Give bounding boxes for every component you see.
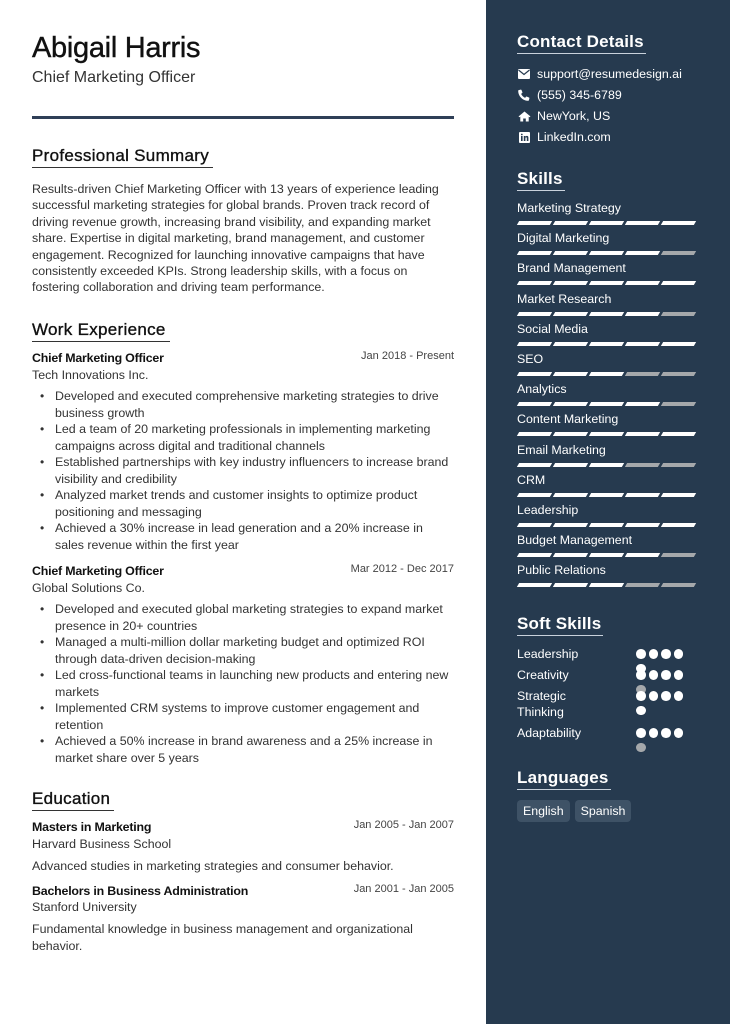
skill-level-segment	[553, 402, 588, 406]
skill-level-segment	[589, 493, 624, 497]
skill-level-segment	[553, 251, 588, 255]
contact-heading: Contact Details	[517, 32, 646, 54]
soft-skill-item	[517, 688, 687, 719]
skill-item	[517, 411, 697, 436]
languages-heading: Languages	[517, 768, 611, 790]
skill-level-segment	[553, 372, 588, 376]
degree-description: Advanced studies in marketing strategies and consumer behavior.	[32, 859, 394, 873]
skill-level-segment	[625, 523, 660, 527]
skill-level-segment	[625, 281, 660, 285]
skill-level-segment	[517, 372, 552, 376]
skill-level-bar	[517, 251, 697, 255]
skill-level-segment	[661, 251, 696, 255]
rating-dot	[636, 691, 646, 701]
skill-level-bar	[517, 281, 697, 285]
soft-skill-dots	[636, 691, 686, 715]
skill-level-segment	[589, 312, 624, 316]
contact-location	[517, 108, 610, 124]
skill-name: Brand Management	[517, 261, 626, 276]
job-company: Tech Innovations Inc.	[32, 368, 149, 382]
skill-level-segment	[625, 312, 660, 316]
rating-dot	[649, 670, 659, 680]
soft-skill-dots	[636, 728, 686, 752]
skill-level-segment	[553, 432, 588, 436]
skill-level-segment	[589, 523, 624, 527]
summary-text: Results-driven Chief Marketing Officer with 13 years of experience leading successful marketing strategies for global brands. Proven track record of driving revenue growth, increasing brand visibility, and expanding market share. Expertise in digital marketing, brand management, and customer engagement. Recognized for launching innovative campaigns that have consistently exceeded KPIs. Strong leadership skills, with a focus on fostering collaboration and driving team performance.	[32, 182, 439, 295]
skill-level-segment	[625, 251, 660, 255]
job-dates: Mar 2012 - Dec 2017	[350, 563, 454, 575]
home-icon	[517, 109, 531, 123]
skill-level-bar	[517, 583, 697, 587]
skill-item	[517, 200, 697, 225]
skill-level-segment	[589, 402, 624, 406]
skill-name: SEO	[517, 352, 544, 366]
rating-dot	[649, 649, 659, 659]
skill-level-segment	[589, 583, 624, 587]
skill-name: Content Marketing	[517, 412, 619, 427]
skill-level-segment	[589, 553, 624, 557]
school-name: Stanford University	[32, 900, 137, 914]
skill-name: Leadership	[517, 503, 579, 517]
skill-level-segment	[589, 463, 624, 467]
school-name: Harvard Business School	[32, 837, 172, 851]
skill-level-segment	[625, 493, 660, 497]
languages-list	[517, 800, 631, 822]
skill-level-segment	[553, 221, 588, 225]
skill-level-segment	[517, 402, 552, 406]
rating-dot	[636, 706, 646, 716]
skill-level-segment	[517, 553, 552, 557]
job-bullet: • Developed and executed comprehensive marketing strategies to drive business growth	[32, 388, 454, 421]
skill-level-segment	[553, 583, 588, 587]
skill-name: CRM	[517, 472, 546, 487]
skill-name: Email Marketing	[517, 442, 606, 457]
candidate-title: Chief Marketing Officer	[32, 69, 196, 86]
skill-level-segment	[517, 221, 552, 225]
soft-skill-item	[517, 725, 687, 741]
skill-level-segment	[661, 281, 696, 285]
rating-dot	[636, 728, 646, 738]
skill-name: Market Research	[517, 291, 612, 306]
phone-icon	[517, 88, 531, 102]
skill-level-segment	[661, 312, 696, 316]
skill-level-segment	[625, 553, 660, 557]
contact-location-text: NewYork, US	[537, 109, 611, 123]
job-dates: Jan 2018 - Present	[361, 350, 454, 362]
job-bullets	[32, 388, 454, 553]
degree-title: Masters in Marketing	[32, 820, 152, 834]
rating-dot	[661, 728, 671, 738]
degree-dates: Jan 2001 - Jan 2005	[353, 883, 454, 895]
rating-dot	[674, 691, 684, 701]
contact-email[interactable]	[517, 66, 682, 82]
skill-item	[517, 351, 697, 376]
contact-linkedin[interactable]	[517, 129, 611, 145]
skill-level-segment	[625, 463, 660, 467]
soft-skill-name: Creativity	[517, 668, 569, 682]
skill-level-bar	[517, 493, 697, 497]
job-bullet: • Managed a multi-million dollar marketing budget and optimized ROI through data-driven decision-making	[32, 634, 454, 667]
skill-level-segment	[517, 523, 552, 527]
soft-skill-name: Adaptability	[517, 726, 582, 740]
skill-level-segment	[553, 493, 588, 497]
summary-heading: Professional Summary	[32, 146, 213, 168]
soft-skill-item	[517, 646, 687, 662]
skill-level-segment	[661, 221, 696, 225]
experience-heading: Work Experience	[32, 320, 170, 342]
skill-level-segment	[589, 432, 624, 436]
rating-dot	[649, 691, 659, 701]
job-bullets	[32, 601, 454, 766]
job-bullet: • Achieved a 50% increase in brand awareness and a 25% increase in market share over 5 years	[32, 733, 454, 766]
skill-level-segment	[661, 493, 696, 497]
sidebar	[486, 0, 730, 1024]
contact-linkedin-text: LinkedIn.com	[537, 130, 611, 144]
skill-level-segment	[517, 281, 552, 285]
education-heading: Education	[32, 789, 114, 811]
skill-level-segment	[661, 523, 696, 527]
skill-level-segment	[553, 463, 588, 467]
skill-name: Budget Management	[517, 533, 633, 548]
envelope-icon	[517, 67, 531, 81]
job-bullet: • Implemented CRM systems to improve customer engagement and retention	[32, 700, 454, 733]
job-bullet: • Led a team of 20 marketing professionals in implementing marketing campaigns across digital and traditional channels	[32, 421, 454, 454]
contact-phone-text: (555) 345-6789	[537, 88, 622, 102]
skill-level-segment	[661, 553, 696, 557]
skill-level-bar	[517, 553, 697, 557]
skill-item	[517, 502, 697, 527]
rating-dot	[674, 670, 684, 680]
job-bullet: • Led cross-functional teams in launching new products and entering new markets	[32, 667, 454, 700]
skill-level-segment	[517, 312, 552, 316]
job-title: Chief Marketing Officer	[32, 564, 164, 578]
skill-item	[517, 381, 697, 406]
skill-level-bar	[517, 402, 697, 406]
skill-level-bar	[517, 463, 697, 467]
skill-item	[517, 562, 697, 587]
rating-dot	[649, 728, 659, 738]
soft-skill-name: Strategic Thinking	[517, 689, 566, 719]
rating-dot	[636, 670, 646, 680]
skill-level-segment	[625, 402, 660, 406]
skill-item	[517, 442, 697, 467]
job-title: Chief Marketing Officer	[32, 351, 164, 365]
header-divider	[32, 116, 454, 119]
skill-level-segment	[589, 251, 624, 255]
job-company: Global Solutions Co.	[32, 581, 145, 595]
language-tag: English	[517, 800, 570, 822]
skill-level-bar	[517, 432, 697, 436]
skill-level-segment	[553, 281, 588, 285]
skill-item	[517, 260, 697, 285]
rating-dot	[661, 691, 671, 701]
skill-level-segment	[625, 432, 660, 436]
skill-level-bar	[517, 221, 697, 225]
skill-level-segment	[517, 342, 552, 346]
soft-skill-name: Leadership	[517, 647, 579, 661]
skill-level-segment	[517, 251, 552, 255]
skill-level-segment	[517, 432, 552, 436]
degree-title: Bachelors in Business Administration	[32, 884, 249, 898]
skill-item	[517, 532, 697, 557]
job-bullet: • Developed and executed global marketing strategies to expand market presence in 20+ countries	[32, 601, 454, 634]
skill-level-bar	[517, 523, 697, 527]
skill-level-segment	[625, 342, 660, 346]
contact-email-text: support@resumedesign.ai	[537, 67, 682, 81]
soft-skill-item	[517, 667, 687, 683]
skill-level-segment	[589, 281, 624, 285]
skill-level-segment	[589, 342, 624, 346]
skill-level-segment	[553, 342, 588, 346]
skill-item	[517, 230, 697, 255]
language-tag: Spanish	[575, 800, 632, 822]
skill-level-segment	[661, 402, 696, 406]
skill-level-segment	[517, 583, 552, 587]
skill-level-segment	[589, 372, 624, 376]
skill-item	[517, 291, 697, 316]
contact-phone[interactable]	[517, 87, 622, 103]
skill-level-segment	[553, 523, 588, 527]
skill-level-segment	[553, 312, 588, 316]
degree-description: Fundamental knowledge in business management and organizational behavior.	[32, 922, 413, 953]
skill-name: Analytics	[517, 382, 567, 397]
skill-level-segment	[625, 583, 660, 587]
skill-level-segment	[553, 553, 588, 557]
skill-level-segment	[661, 372, 696, 376]
skill-item	[517, 472, 697, 497]
skill-name: Public Relations	[517, 563, 606, 578]
rating-dot	[674, 649, 684, 659]
skill-level-segment	[661, 342, 696, 346]
skill-level-segment	[661, 463, 696, 467]
skill-level-segment	[625, 221, 660, 225]
rating-dot	[636, 743, 646, 753]
job-bullet: • Established partnerships with key industry influencers to increase brand visibility and credibility	[32, 454, 454, 487]
skill-name: Digital Marketing	[517, 231, 610, 246]
skill-level-segment	[661, 583, 696, 587]
job-bullet: • Analyzed market trends and customer insights to optimize product positioning and messaging	[32, 487, 454, 520]
skill-name: Social Media	[517, 321, 588, 336]
candidate-name: Abigail Harris	[32, 32, 201, 64]
skill-level-bar	[517, 312, 697, 316]
skill-level-segment	[517, 463, 552, 467]
rating-dot	[674, 728, 684, 738]
skill-level-segment	[589, 221, 624, 225]
skill-level-segment	[661, 432, 696, 436]
skill-level-bar	[517, 342, 697, 346]
job-bullet: • Achieved a 30% increase in lead generation and a 20% increase in sales revenue within the first year	[32, 520, 454, 553]
skill-level-bar	[517, 372, 697, 376]
linkedin-icon	[517, 130, 531, 144]
rating-dot	[661, 670, 671, 680]
rating-dot	[661, 649, 671, 659]
degree-dates: Jan 2005 - Jan 2007	[353, 819, 454, 831]
skill-level-segment	[517, 493, 552, 497]
skills-heading: Skills	[517, 169, 565, 191]
skill-level-segment	[625, 372, 660, 376]
skill-item	[517, 321, 697, 346]
soft-skills-heading: Soft Skills	[517, 614, 603, 636]
rating-dot	[636, 649, 646, 659]
skill-name: Marketing Strategy	[517, 201, 621, 215]
